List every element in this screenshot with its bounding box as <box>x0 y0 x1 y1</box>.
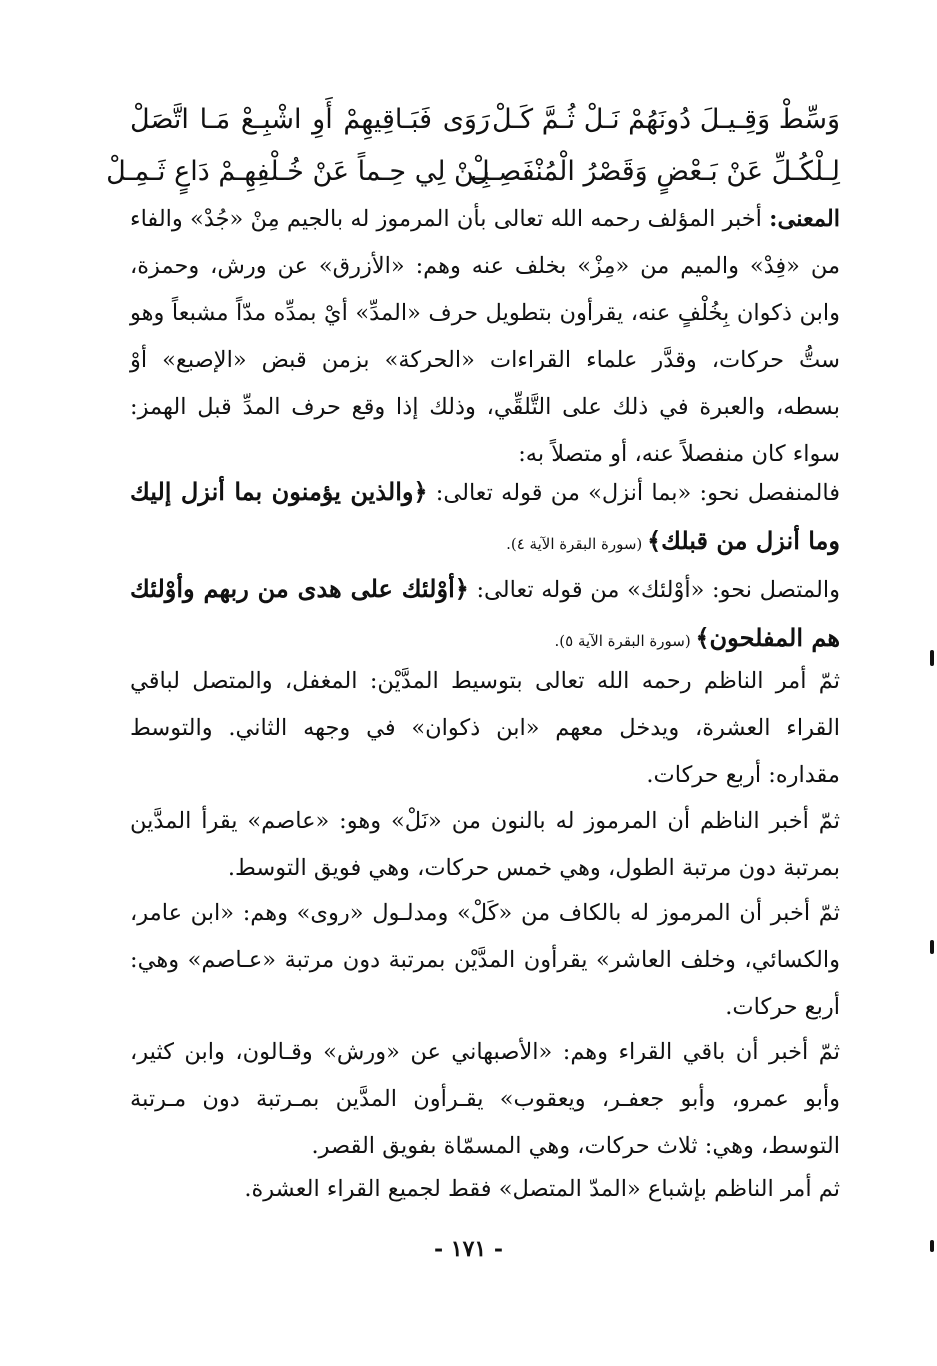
scan-edge-mark <box>930 1240 934 1252</box>
asim-text: ثمّ أخبر الناظم أن المرموز له بالنون من «نَلْ» وهو: «عاصم» يقرأ المدَّين بمرتبة دون مرتبة الطول، وهي خمس حركات، وهي فويق التوسط. <box>130 808 840 881</box>
quran-verse-baqarah-4: ﴿والذين يؤمنون بما أنزل إليك وما أنزل من قبلك﴾ <box>130 477 840 555</box>
verse-1-second-hemistich: رَوَى فَبَـاقِيهِمْ أَوِ اشْبِـعْ مَـا اتَّصَلْ <box>130 104 490 135</box>
scan-edge-mark <box>930 650 934 666</box>
ishba-text: ثم أمر الناظم بإشباع «المدّ المتصل» فقط لجميع القراء العشرة. <box>244 1176 840 1202</box>
verse-reference-4: (سورة البقرة الآية ٤). <box>506 535 648 553</box>
verse-line-1 <box>130 100 840 140</box>
meaning-text: أخبر المؤلف رحمه الله تعالى بأن المرموز له بالجيم مِنْ «جُدْ» والفاء من «فِدْ» والميم من «مِزْ» بخلف عنه وهم: «الأزرق» عن ورش، وحمزة، وابن ذكوان بِخُلْفٍ عنه، يقرأون بتطويل حرف «المدِّ» أيْ بمدِّه مدّاً مشبعاً وهو ستُّ حركات، وقدَّر علماء القراءات «الحركة» بزمن قبض «الإصبع» أوْ بسطه، والعبرة في ذلك على التَّلقِّي، وذلك إذا وقع حرف المدِّ قبل الهمز: سواء كان منفصلاً عنه، أو متصلاً به: <box>130 206 840 467</box>
tawassut-paragraph <box>130 658 840 799</box>
verse-2-second-hemistich: بِـنْ لِي حِـماً عَنْ خُـلْفِهِـمْ دَاعٍ ثَـمِـلْ <box>106 156 490 187</box>
tawassut-text: ثمّ أمر الناظم رحمه الله تعالى بتوسيط المدَّيْن: المغفل، والمتصل لباقي القراء العشرة، ويدخل معهم «ابن ذكوان» في وجهه الثاني. والتوسط مقداره: أربع حركات. <box>130 668 840 788</box>
meaning-label: المعنى: <box>769 206 840 232</box>
separated-example-text: فالمنفصل نحو: «بما أنزل» من قوله تعالى: <box>427 480 840 506</box>
kal-rawa-text: ثمّ أخبر أن المرموز له بالكاف من «كَلْ» ومدلـول «روى» وهم: «ابن عامر، والكسائي، وخلف العاشر» يقرأون المدَّيْن بمرتبة دون مرتبة «عـاصم» وهي: أربع حركات. <box>130 900 840 1020</box>
ishba-paragraph <box>130 1166 840 1213</box>
verse-1-first-hemistich: وَسِّطْ وَقِـيـلَ دُونَهُمْ نَـلْ ثُـمَّ كَـلْ <box>491 104 840 135</box>
kal-rawa-paragraph <box>130 890 840 1031</box>
page-number: - ١٧١ - <box>433 1236 504 1262</box>
asim-paragraph <box>130 798 840 892</box>
scan-edge-mark <box>930 940 934 954</box>
meaning-paragraph <box>130 196 840 478</box>
separated-example-paragraph <box>130 468 840 568</box>
verse-2-first-hemistich: لِـلْكُـلِّ عَنْ بَـعْضٍ وَقَصْرُ الْمُنْفَصِـلْ <box>469 156 840 187</box>
connected-example-text: والمتصل نحو: «أوْلئك» من قوله تعالى: <box>468 577 840 603</box>
remaining-readers-text: ثمّ أخبر أن باقي القراء وهم: «الأصبهاني عن «ورش» وقـالون، وابن كثير، وأبو عمرو، وأبو جعفـر، ويعقوب» يقـرأون المدَّين بمـرتبة دون مـرتبة التوسط، وهي: ثلاث حركات، وهي المسمّاة بفويق القصر. <box>130 1039 840 1159</box>
remaining-readers-paragraph <box>130 1029 840 1170</box>
verse-line-2 <box>106 152 840 192</box>
verse-reference-5: (سورة البقرة الآية ٥). <box>554 632 696 650</box>
quran-verse-baqarah-5: ﴿أوْلئك على هدى من ربهم وأوْلئك هم المفلحون﴾ <box>130 574 840 652</box>
connected-example-paragraph <box>130 565 840 665</box>
